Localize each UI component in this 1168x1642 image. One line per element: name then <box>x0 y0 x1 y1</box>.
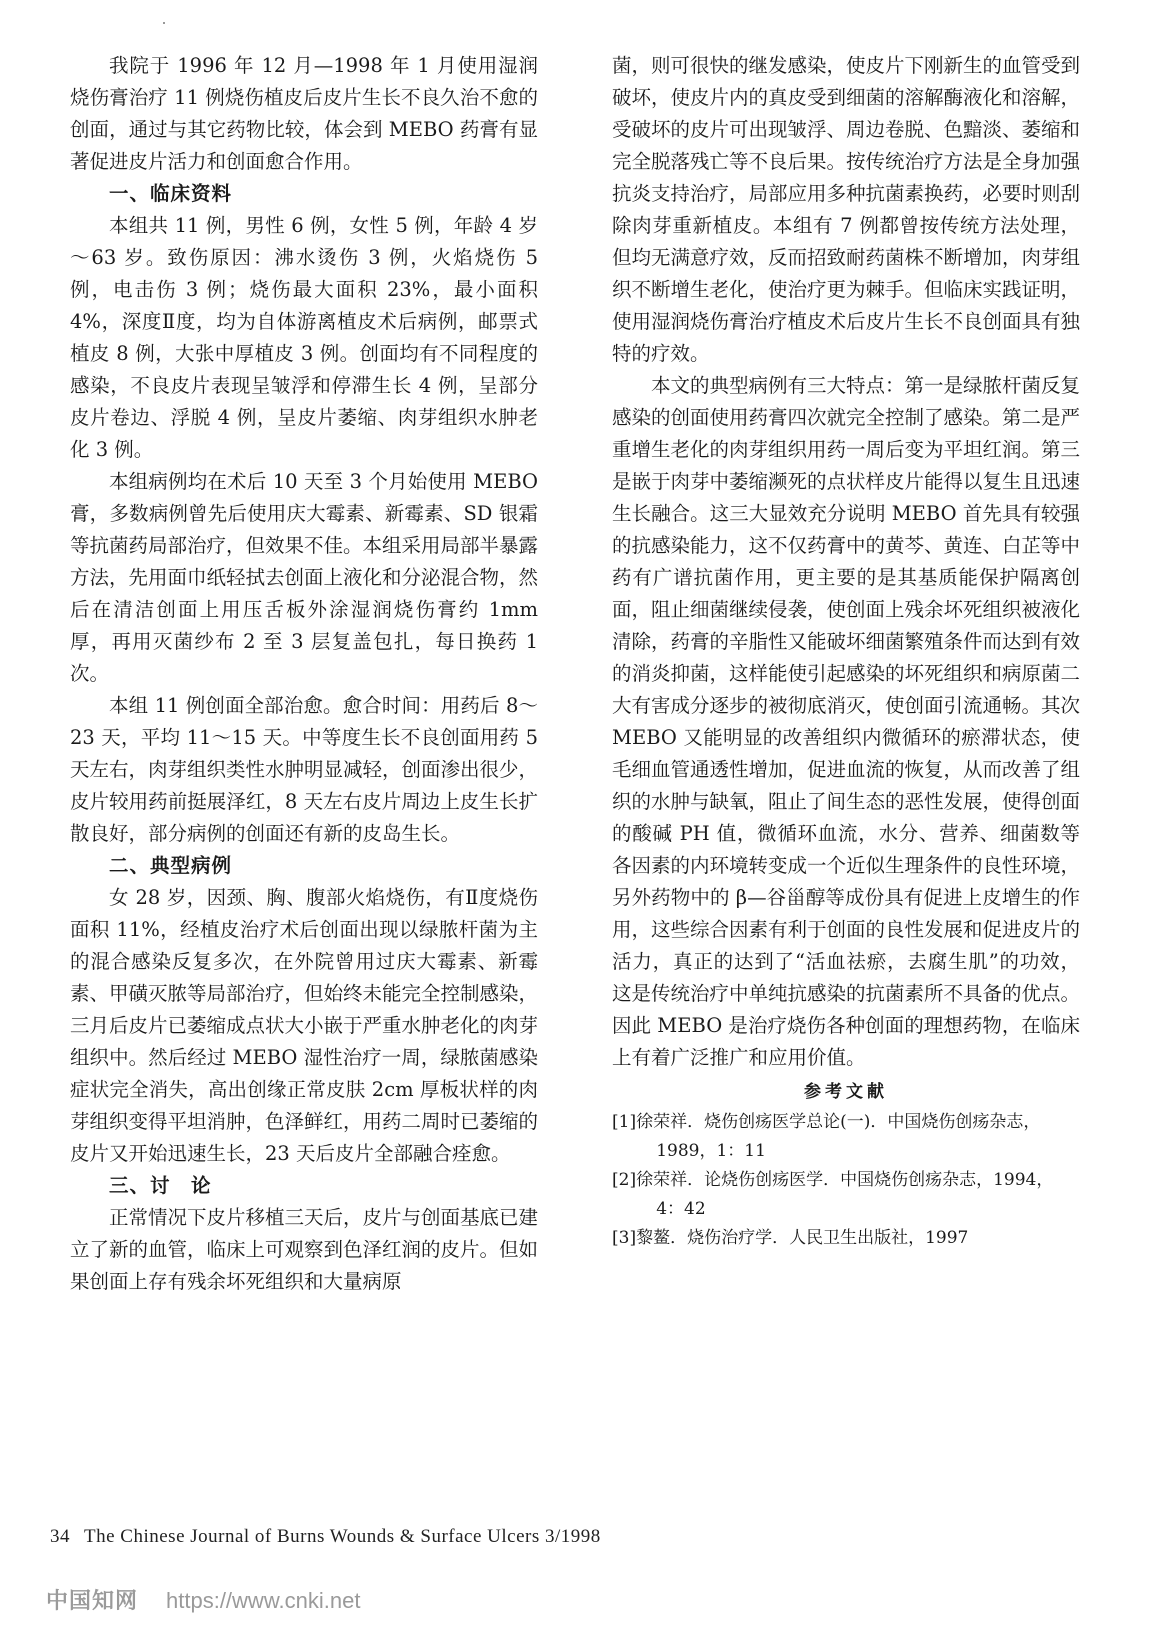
left-column <box>70 50 538 1298</box>
section-heading-discussion: 三、讨 论 <box>109 1174 212 1197</box>
section-heading-typical-case: 二、典型病例 <box>109 854 233 877</box>
section-heading-clinical-data: 一、临床资料 <box>109 182 233 205</box>
reference-item: [3]黎鳌．烧伤治疗学．人民卫生出版社，1997 <box>612 1228 969 1248</box>
right-column <box>612 50 1080 1253</box>
cnki-logo-text: 中国知网 <box>46 1588 139 1613</box>
discussion-paragraph-1: 正常情况下皮片移植三天后，皮片与创面基底已建立了新的血管，临床上可观察到色泽红润的皮片。但如果创面上存有残余坏死组织和大量病原 <box>70 1206 539 1293</box>
page-number: 34 <box>50 1526 70 1547</box>
discussion-continued-paragraph: 菌，则可很快的继发感染，使皮片下刚新生的血管受到破坏，使皮片内的真皮受到细菌的溶解酶液化和溶解，受破坏的皮片可出现皱浮、周边卷脱、色黯淡、萎缩和完全脱落残亡等不良后果。按传统治疗方法是全身加强抗炎支持治疗，局部应用多种抗菌素换药，必要时则刮除肉芽重新植皮。本组有 7 例都曾按传统方法处理，但均无满意疗效，反而招致耐药菌株不断增加，肉芽组织不断增生老化，使治疗更为棘手。但临床实践证明，使用湿润烧伤膏治疗植皮术后皮片生长不良创面具有独特的疗效。 <box>612 54 1081 365</box>
clinical-data-paragraph-2: 本组病例均在术后 10 天至 3 个月始使用 MEBO 膏，多数病例曾先后使用庆大霉素、新霉素、SD 银霜等抗菌药局部治疗，但效果不佳。本组采用局部半暴露方法，先用面巾纸轻拭去创面上液化和分泌混合物，然后在清洁创面上用压舌板外涂湿润烧伤膏约 1mm 厚，再用灭菌纱布 2 至 3 层复盖包扎，每日换药 1 次。 <box>70 470 539 685</box>
clinical-data-paragraph-1: 本组共 11 例，男性 6 例，女性 5 例，年龄 4 岁～63 岁。致伤原因：沸水烫伤 3 例，火焰烧伤 5 例，电击伤 3 例；烧伤最大面积 23%，最小面积 4%，深度Ⅱ度，均为自体游离植皮术后病例，邮票式植皮 8 例，大张中厚植皮 3 例。创面均有不同程度的感染，不良皮片表现呈皱浮和停滞生长 4 例，呈部分皮片卷边、浮脱 4 例，呈皮片萎缩、肉芽组织水肿老化 3 例。 <box>70 214 538 461</box>
reference-item: [2]徐荣祥．论烧伤创疡医学．中国烧伤创疡杂志，1994，4：42 <box>612 1170 1054 1219</box>
cnki-watermark <box>46 1584 360 1615</box>
journal-name: The Chinese Journal of Burns Wounds & Surface Ulcers 3/1998 <box>84 1526 601 1547</box>
references-title: 参考文献 <box>804 1082 888 1102</box>
typical-case-paragraph: 女 28 岁，因颈、胸、腹部火焰烧伤，有Ⅱ度烧伤面积 11%，经植皮治疗术后创面出现以绿脓杆菌为主的混合感染反复多次，在外院曾用过庆大霉素、新霉素、甲磺灭脓等局部治疗，但始终未能完全控制感染，三月后皮片已萎缩成点状大小嵌于严重水肿老化的肉芽组织中。然后经过 MEBO 湿性治疗一周，绿脓菌感染症状完全消失，高出创缘正常皮肤 2cm 厚板状样的肉芽组织变得平坦消肿，色泽鲜红，用药二周时已萎缩的皮片又开始迅速生长，23 天后皮片全部融合痊愈。 <box>70 886 539 1165</box>
clinical-data-paragraph-3: 本组 11 例创面全部治愈。愈合时间：用药后 8～23 天，平均 11～15 天。中等度生长不良创面用药 5 天左右，肉芽组织类性水肿明显减轻，创面渗出很少，皮片较用药前挺展泽红，8 天左右皮片周边上皮生长扩散良好，部分病例的创面还有新的皮岛生长。 <box>70 694 539 845</box>
reference-item: [1]徐荣祥．烧伤创疡医学总论(一)．中国烧伤创疡杂志，1989，1：11 <box>612 1112 1041 1161</box>
page-footer <box>50 1526 601 1548</box>
discussion-paragraph-2: 本文的典型病例有三大特点：第一是绿脓杆菌反复感染的创面使用药膏四次就完全控制了感染。第二是严重增生老化的肉芽组织用药一周后变为平坦红润。第三是嵌于肉芽中萎缩濒死的点状样皮片能得以复生且迅速生长融合。这三大显效充分说明 MEBO 首先具有较强的抗感染能力，这不仅药膏中的黄芩、黄连、白芷等中药有广谱抗菌作用，更主要的是其基质能保护隔离创面，阻止细菌继续侵袭，使创面上残余坏死组织被液化清除，药膏的辛脂性又能破坏细菌繁殖条件而达到有效的消炎抑菌，这样能使引起感染的坏死组织和病原菌二大有害成分逐步的被彻底消灭，使创面引流通畅。其次 MEBO 又能明显的改善组织内微循环的瘀滞状态，使毛细血管通透性增加，促进血流的恢复，从而改善了组织的水肿与缺氧，阻止了间生态的恶性发展，使得创面的酸碱 PH 值，微循环血流，水分、营养、细菌数等各因素的内环境转变成一个近似生理条件的良性环境，另外药物中的 β—谷甾醇等成份具有促进上皮增生的作用，这些综合因素有利于创面的良性发展和促进皮片的活力，真正的达到了“活血祛瘀，去腐生肌”的功效，这是传统治疗中单纯抗感染的抗菌素所不具备的优点。因此 MEBO 是治疗烧伤各种创面的理想药物，在临床上有着广泛推广和应用价值。 <box>612 374 1081 1069</box>
scan-speck <box>163 22 165 24</box>
intro-paragraph: 我院于 1996 年 12 月—1998 年 1 月使用湿润烧伤膏治疗 11 例烧伤植皮后皮片生长不良久治不愈的创面，通过与其它药物比较，体会到 MEBO 药膏有显著促进皮片活力和创面愈合作用。 <box>70 54 538 173</box>
cnki-url: https://www.cnki.net <box>166 1588 361 1613</box>
